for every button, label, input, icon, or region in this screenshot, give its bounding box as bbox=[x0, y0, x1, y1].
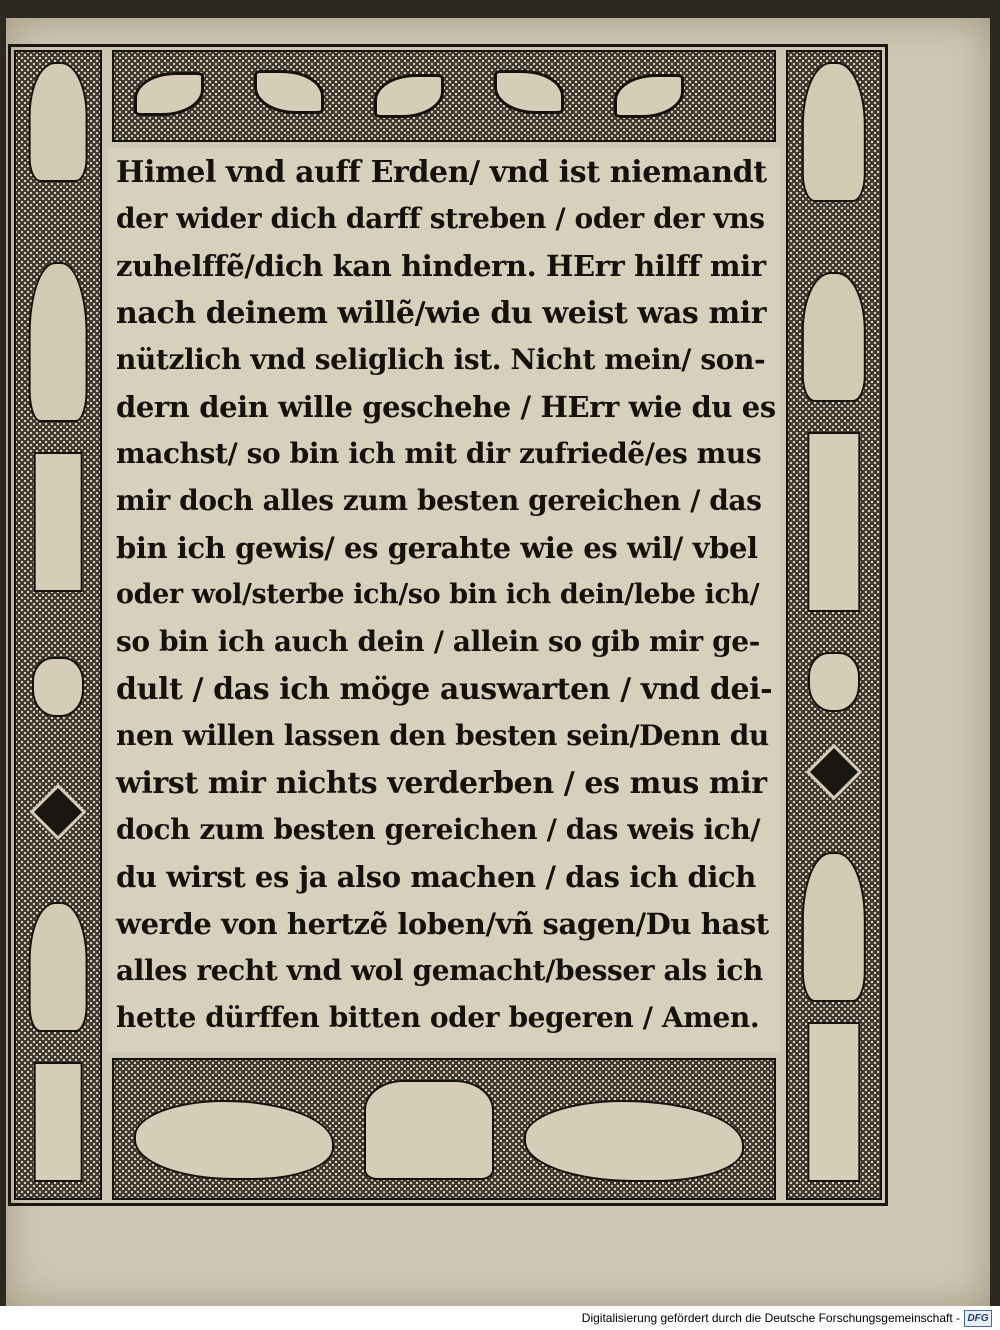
left-mask-face bbox=[32, 657, 84, 717]
text-line: hette dürffen bitten oder begeren / Amen. bbox=[116, 1001, 760, 1034]
text-line: bin ich gewis/ es gerahte wie es wil/ vbel bbox=[116, 531, 758, 565]
right-border-ornament bbox=[786, 50, 882, 1200]
text-line: alles recht vnd wol gemacht/besser als ich bbox=[116, 954, 764, 987]
bottom-tree-center bbox=[364, 1080, 494, 1180]
left-pillar-base bbox=[34, 1062, 83, 1182]
right-vase-lower bbox=[802, 852, 866, 1002]
text-line: Himel vnd auff Erden/ vnd ist niemandt bbox=[116, 155, 767, 190]
left-pillar bbox=[34, 452, 83, 592]
footer-credit: Digitalisierung gefördert durch die Deutsche Forschungsgemeinschaft - bbox=[581, 1311, 960, 1325]
footer-bar bbox=[0, 1306, 1000, 1330]
left-vase-top bbox=[29, 62, 88, 182]
text-line: der wider dich darff streben / oder der vns bbox=[116, 202, 765, 235]
right-pillar bbox=[807, 432, 860, 612]
text-line: nach deinem willẽ/wie du weist was mir bbox=[116, 296, 767, 331]
text-line: wirst mir nichts verderben / es mus mir bbox=[116, 766, 767, 801]
text-block bbox=[108, 148, 780, 1052]
text-line: doch zum besten gereichen / das weis ich/ bbox=[116, 813, 761, 846]
right-vase-upper bbox=[802, 272, 866, 402]
left-diamond bbox=[30, 784, 87, 841]
text-line: werde von hertzẽ loben/vñ sagen/Du hast bbox=[116, 907, 769, 941]
bottom-figure-left bbox=[134, 1100, 334, 1180]
top-leaf-5 bbox=[614, 74, 684, 118]
top-leaf-3 bbox=[374, 74, 444, 118]
dfg-logo-icon: DFG bbox=[964, 1310, 992, 1327]
left-vase-upper bbox=[29, 262, 88, 422]
bottom-border-scene bbox=[112, 1058, 776, 1200]
text-line: machst/ so bin ich mit dir zufriedẽ/es mus bbox=[116, 437, 762, 470]
bottom-figure-right bbox=[524, 1100, 744, 1182]
text-line: so bin ich auch dein / allein so gib mir ge- bbox=[116, 625, 760, 658]
right-mask-face bbox=[808, 652, 860, 712]
top-border-ornament bbox=[112, 50, 776, 142]
text-line: dern dein wille geschehe / HErr wie du es bbox=[116, 390, 776, 424]
right-diamond bbox=[806, 744, 863, 801]
text-line: dult / das ich möge auswarten / vnd dei- bbox=[116, 672, 773, 707]
text-line: oder wol/sterbe ich/so bin ich dein/lebe ich/ bbox=[116, 579, 760, 610]
left-vase-lower bbox=[29, 902, 88, 1032]
top-leaf-4 bbox=[494, 70, 564, 114]
top-leaf-1 bbox=[134, 72, 204, 116]
text-line: nen willen lassen den besten sein/Denn du bbox=[116, 719, 769, 752]
text-line: mir doch alles zum besten gereichen / das bbox=[116, 484, 762, 517]
right-pillar-base bbox=[807, 1022, 860, 1182]
text-line: du wirst es ja also machen / das ich dich bbox=[116, 860, 756, 894]
top-leaf-2 bbox=[254, 70, 324, 114]
text-line: zuhelffẽ/dich kan hindern. HErr hilff mir bbox=[116, 249, 766, 283]
right-vase-top bbox=[802, 62, 866, 202]
text-line: nützlich vnd seliglich ist. Nicht mein/ son- bbox=[116, 343, 766, 376]
left-border-ornament bbox=[14, 50, 102, 1200]
